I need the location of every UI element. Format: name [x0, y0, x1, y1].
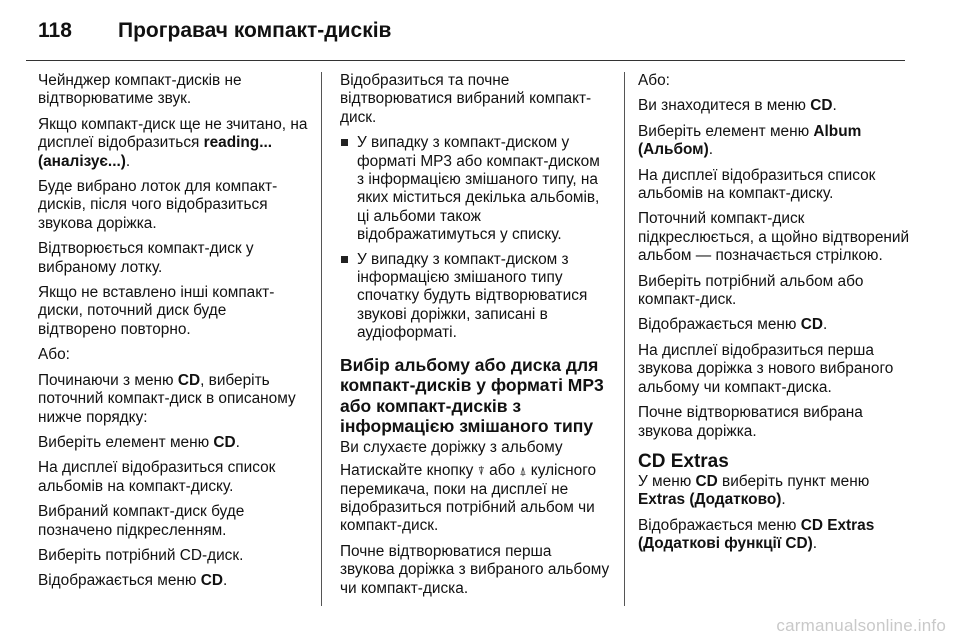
- paragraph: Якщо не вставлено інші компакт-диски, поточний диск буде відтворено повторно.: [38, 284, 275, 338]
- paragraph: На дисплеї відобразиться список альбомів на компакт-диску.: [638, 166, 876, 203]
- header-rule: [26, 60, 905, 61]
- paragraph: Ви знаходитеся в меню CD.: [638, 97, 837, 115]
- list-item: У випадку з компакт-диском з інформацією змішаного типу спочатку будуть відтворюватися звукові доріжки, записані в аудіоформаті.: [340, 251, 610, 343]
- arrow-down-icon: ⍒: [477, 464, 485, 479]
- paragraph: Або:: [638, 72, 670, 89]
- section-heading: CD Extras: [638, 450, 729, 472]
- paragraph: Виберіть потрібний CD-диск.: [38, 546, 244, 564]
- paragraph: Якщо компакт-диск ще не зчитано, на дисплеї відобразиться reading... (аналізує...).: [38, 115, 308, 170]
- watermark: carmanualsonline.info: [776, 616, 946, 635]
- paragraph: Відтворюється компакт-диск у вибраному лотку.: [38, 240, 254, 276]
- page-number: 118: [38, 19, 72, 42]
- list-item: У випадку з компакт-диском у форматі MP3 або компакт-диском з інформацією змішаного типу, на яких міститься декілька альбомів, ці альбоми також відображатимуться у списку.: [340, 134, 610, 244]
- paragraph: Буде вибрано лоток для компакт-дисків, після чого відобразиться звукова доріжка.: [38, 178, 278, 232]
- column-left: [38, 72, 308, 598]
- paragraph: Відображається меню CD.: [38, 572, 228, 590]
- paragraph: На дисплеї відобразиться список альбомів на компакт-диску.: [38, 459, 276, 495]
- bullet-square-icon: [341, 256, 348, 263]
- paragraph: Або:: [38, 346, 70, 364]
- bullet-list: [340, 134, 610, 342]
- paragraph: Починаючи з меню CD, виберіть поточний компакт-диск в описаному нижче порядку:: [38, 371, 296, 426]
- column-divider-1: [321, 72, 322, 606]
- paragraph: Відображається меню CD Extras (Додаткові функції CD).: [638, 516, 875, 553]
- paragraph: Вибраний компакт-диск буде позначено підкресленням.: [38, 503, 245, 539]
- column-right: [638, 72, 913, 561]
- paragraph: Виберіть елемент меню CD.: [38, 433, 240, 451]
- paragraph: Відобразиться та почне відтворюватися вибраний компакт-диск.: [340, 72, 592, 126]
- page-header: [38, 14, 391, 48]
- column-middle: [340, 72, 610, 605]
- paragraph: Поточний компакт-диск підкреслюється, а щойно відтворений альбом — позначається стрілкою.: [638, 210, 910, 265]
- page-title: Програвач компакт-дисків: [118, 19, 392, 42]
- section-heading: Вибір альбому або диска для компакт-дисків у форматі MP3 або компакт-дисків з інформацією змішаного типу: [340, 354, 604, 437]
- paragraph: Ви слухаєте доріжку з альбому: [340, 438, 563, 456]
- paragraph: Чейнджер компакт-дисків не відтворюватиме звук.: [38, 72, 242, 108]
- paragraph: Виберіть елемент меню Album (Альбом).: [638, 122, 862, 159]
- bullet-square-icon: [341, 139, 348, 146]
- arrow-up-icon: ⍋: [519, 464, 527, 479]
- column-divider-2: [624, 72, 625, 606]
- paragraph: На дисплеї відобразиться перша звукова доріжка з нового вибраного альбому чи компакт-диска.: [638, 341, 894, 396]
- paragraph: У меню CD виберіть пункт меню Extras (Додатково).: [638, 472, 870, 509]
- paragraph: Відображається меню CD.: [638, 316, 828, 334]
- paragraph: Натискайте кнопку ⍒ або ⍋ кулісного перемикача, поки на дисплеї не відобразиться потрібний альбом чи компакт-диск.: [340, 462, 597, 535]
- paragraph: Почне відтворюватися перша звукова доріжка з вибраного альбому чи компакт-диска.: [340, 542, 610, 597]
- paragraph: Виберіть потрібний альбом або компакт-диск.: [638, 272, 864, 309]
- paragraph: Почне відтворюватися вибрана звукова доріжка.: [638, 404, 863, 440]
